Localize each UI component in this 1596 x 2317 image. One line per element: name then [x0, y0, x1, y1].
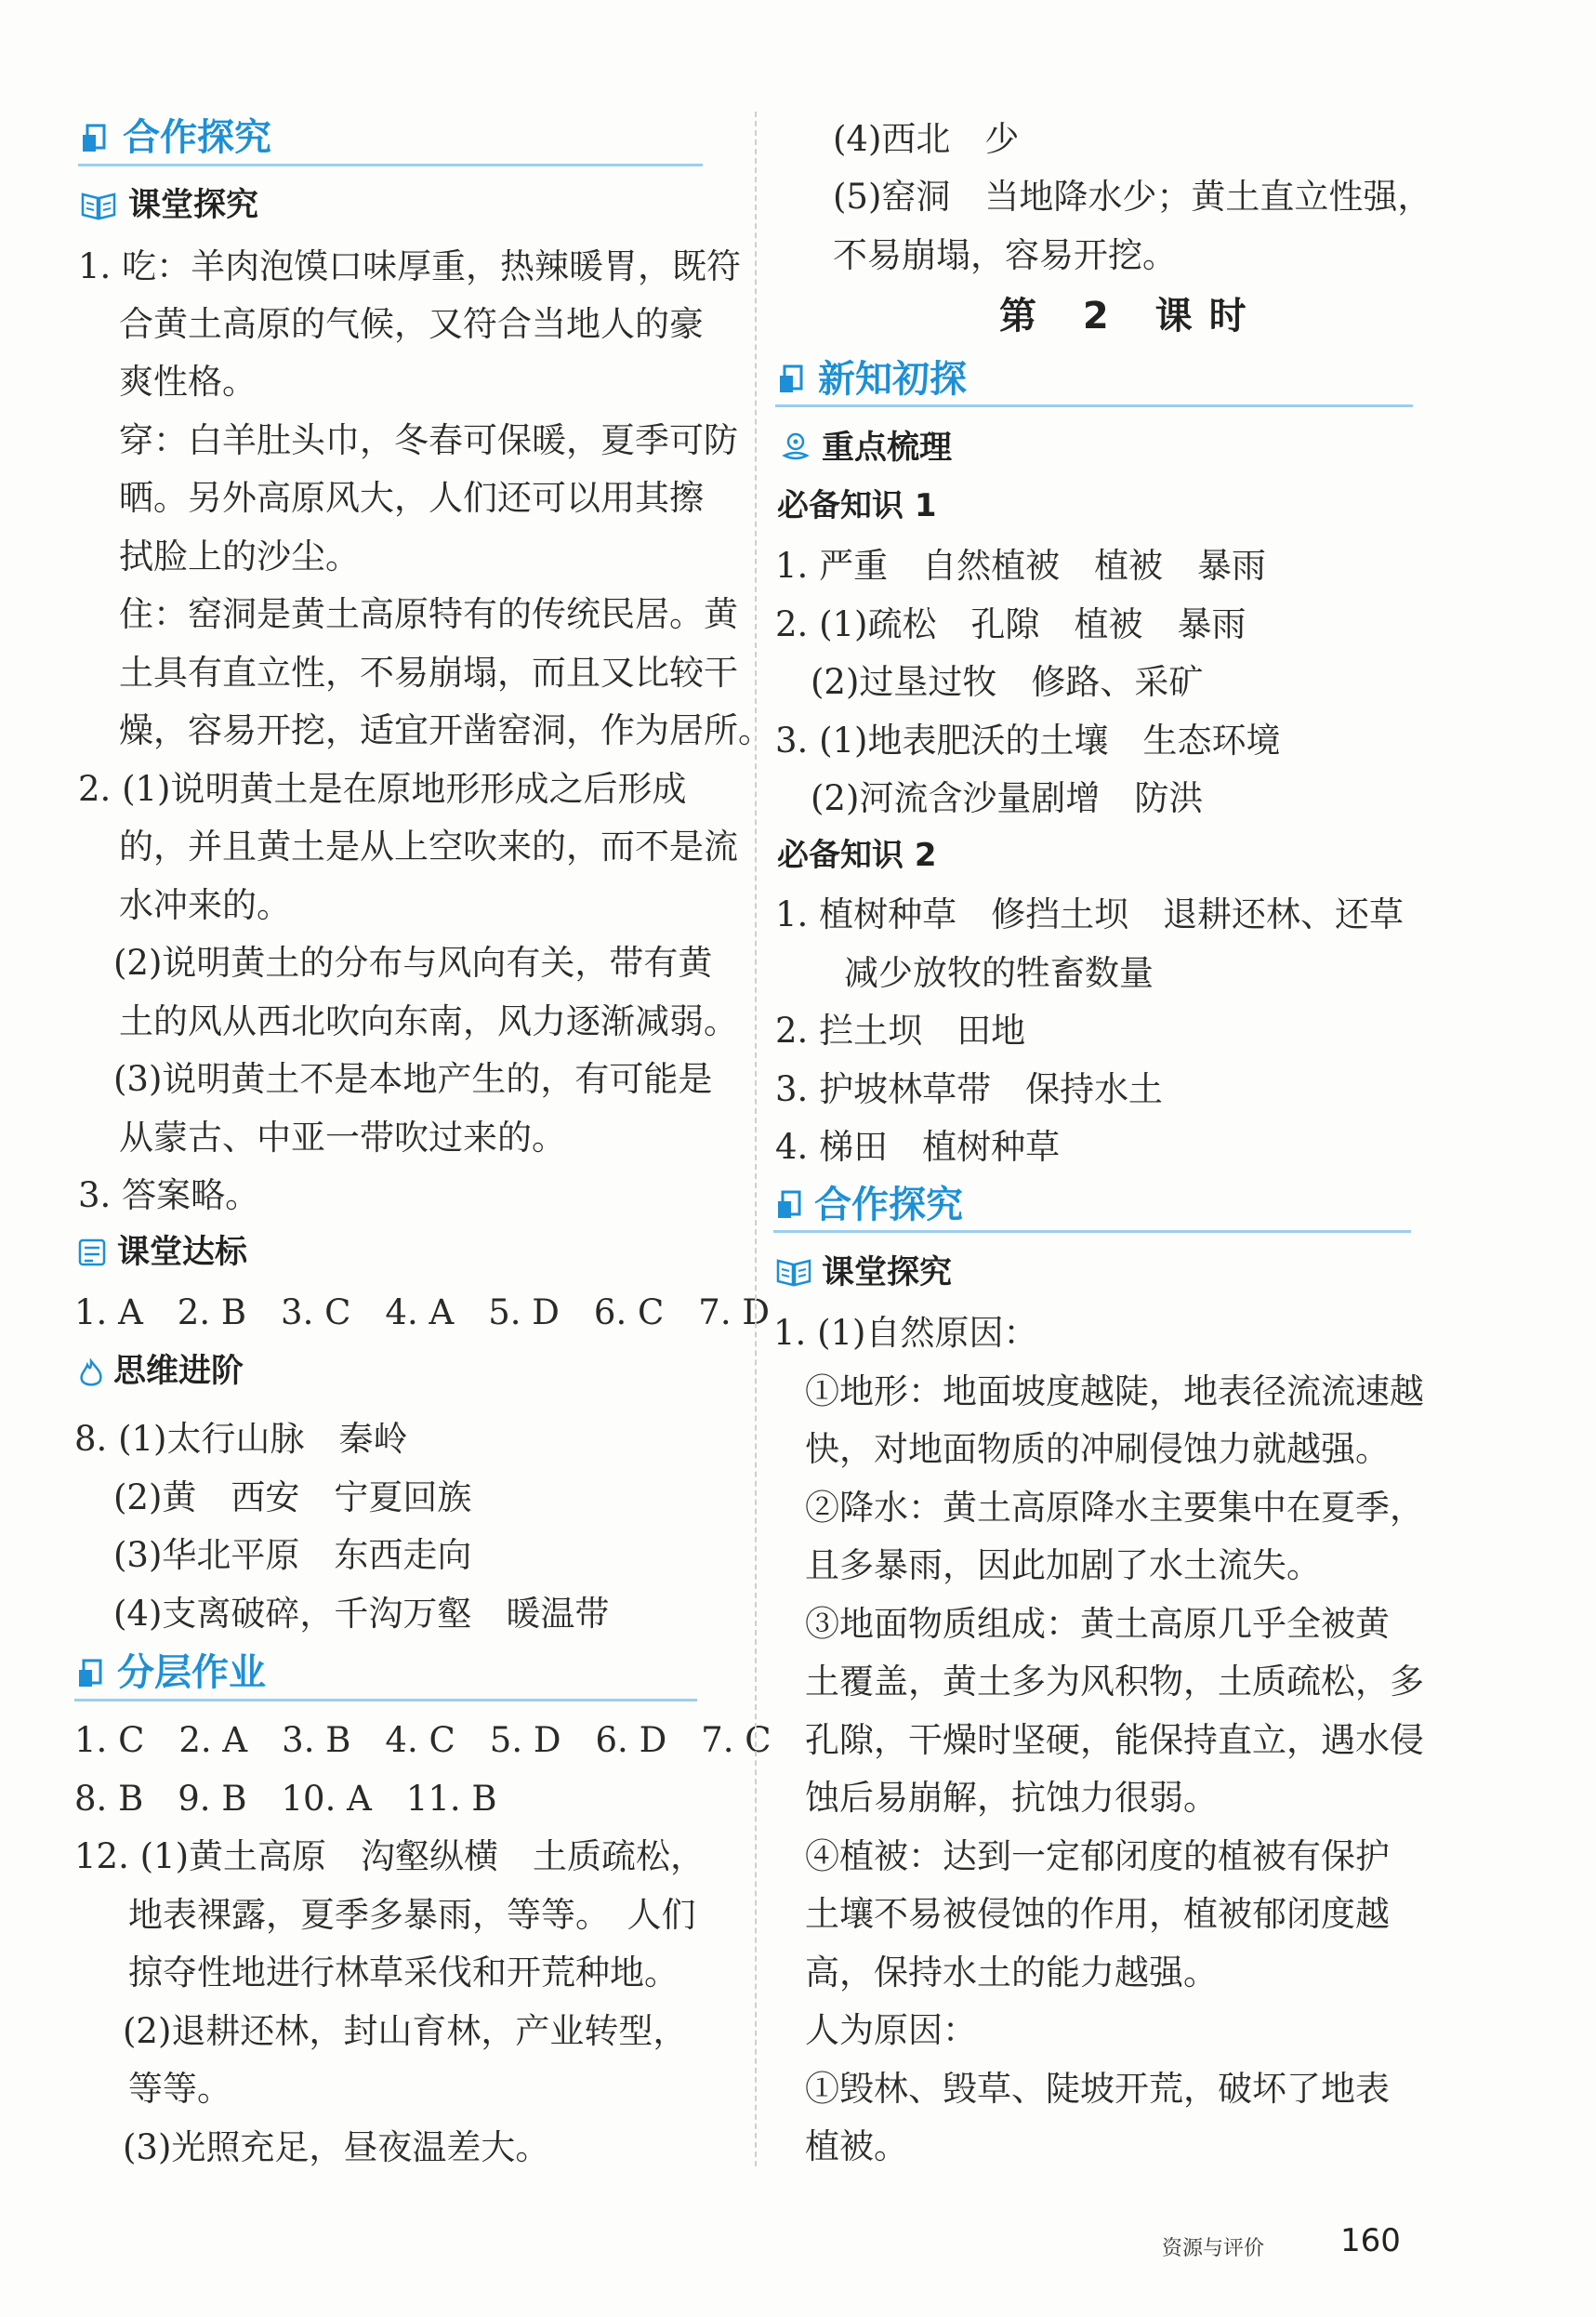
text-line: 等等。	[128, 2069, 231, 2109]
text-line: 拭脸上的沙尘。	[119, 536, 360, 576]
checklist-icon	[76, 1237, 110, 1270]
footer-label: 资源与评价	[1162, 2237, 1265, 2260]
text-line: 水冲来的。	[119, 885, 291, 925]
section-book-icon	[777, 363, 811, 396]
text-line: 1. 严重 自然植被 植被 暴雨	[775, 546, 1267, 586]
text-line: ③地面物质组成：黄土高原几乎全被黄	[805, 1604, 1390, 1644]
text-line: 植被。	[805, 2126, 908, 2166]
section-title-cooperative: 合作探究	[814, 1184, 963, 1226]
text-line: 人为原因：	[805, 2010, 977, 2050]
text-line: (2)说明黄土的分布与风向有关，带有黄	[113, 943, 713, 983]
text-line: 减少放牧的牲畜数量	[844, 953, 1154, 993]
section-underline	[773, 1230, 1411, 1233]
text-line: 燥，容易开挖，适宜开凿窑洞，作为居所。	[119, 710, 772, 750]
answer-line: 8. B 9. B 10. A 11. B	[74, 1779, 497, 1819]
text-line: ②降水：黄土高原降水主要集中在夏季，	[805, 1488, 1424, 1528]
text-line: (2)退耕还林，封山育林，产业转型，	[123, 2011, 688, 2051]
text-line: 土壤不易被侵蚀的作用，植被郁闭度越	[805, 1894, 1390, 1934]
lesson-title: 第 2 课时	[999, 295, 1263, 338]
subsection-title-classroom-standard: 课堂达标	[117, 1234, 248, 1271]
text-line: 土具有直立性，不易崩塌，而且又比较干	[119, 653, 738, 693]
text-line: 3. 护坡林草带 保持水土	[775, 1069, 1164, 1109]
text-line: 从蒙古、中亚一带吹过来的。	[119, 1118, 566, 1158]
section-book-icon	[775, 1188, 809, 1222]
text-line: 2. (1)说明黄土是在原地形形成之后形成	[78, 769, 687, 809]
map-pin-icon	[779, 430, 812, 463]
text-line: (3)光照充足，昼夜温差大。	[123, 2127, 550, 2167]
text-line: 土的风从西北吹向东南，风力逐渐减弱。	[119, 1001, 738, 1041]
text-line: 穿：白羊肚头巾，冬春可保暖，夏季可防	[119, 420, 738, 460]
section-underline	[74, 1699, 697, 1701]
section-underline	[775, 404, 1413, 407]
subsection-title-classroom-explore: 课堂探究	[128, 187, 259, 224]
text-line: 爽性格。	[119, 362, 257, 402]
text-line: 合黄土高原的气候，又符合当地人的豪	[119, 304, 704, 344]
text-line: 4. 梯田 植树种草	[775, 1127, 1061, 1167]
text-line: 住：窑洞是黄土高原特有的传统民居。黄	[119, 594, 738, 634]
text-line: (5)窑洞 当地降水少；黄土直立性强，	[833, 177, 1432, 217]
section-title-new-knowledge: 新知初探	[818, 358, 967, 401]
answer-line: 1. A 2. B 3. C 4. A 5. D 6. C 7. D	[74, 1292, 771, 1332]
text-line: 孔隙，干燥时坚硬，能保持直立，遇水侵	[805, 1720, 1424, 1760]
text-line: ①地形：地面坡度越陡，地表径流流速越	[805, 1371, 1424, 1411]
text-line: (3)华北平原 东西走向	[113, 1535, 472, 1575]
text-line: (4)西北 少	[833, 119, 1020, 159]
open-book-icon	[80, 191, 117, 222]
knowledge-heading-1: 必备知识 1	[777, 487, 937, 524]
column-divider	[755, 112, 757, 2166]
section-underline	[78, 164, 703, 166]
text-line: ①毁林、毁草、陡坡开荒，破坏了地表	[805, 2069, 1390, 2109]
text-line: 高，保持水土的能力越强。	[805, 1953, 1218, 1993]
text-line: 3. 答案略。	[78, 1175, 260, 1215]
text-line: (4)支离破碎，千沟万壑 暖温带	[113, 1594, 610, 1634]
section-book-icon	[76, 1657, 110, 1690]
subsection-title-thinking-advance: 思维进阶	[113, 1353, 244, 1390]
text-line: 土覆盖，黄土多为风积物，土质疏松，多	[805, 1662, 1424, 1701]
text-line: 3. (1)地表肥沃的土壤 生态环境	[775, 721, 1281, 761]
text-line: 快，对地面物质的冲刷侵蚀力就越强。	[805, 1429, 1390, 1469]
text-line: (3)说明黄土不是本地产生的，有可能是	[113, 1059, 713, 1099]
knowledge-heading-2: 必备知识 2	[777, 837, 937, 874]
page-number: 160	[1340, 2222, 1401, 2259]
text-line: 8. (1)太行山脉 秦岭	[74, 1419, 408, 1459]
text-line: 1. (1)自然原因：	[773, 1313, 1038, 1353]
text-line: 掠夺性地进行林草采伐和开荒种地。	[128, 1953, 679, 1993]
text-line: 的，并且黄土是从上空吹来的，而不是流	[119, 827, 738, 867]
text-line: 晒。另外高原风大，人们还可以用其擦	[119, 478, 704, 518]
text-line: 且多暴雨，因此加剧了水土流失。	[805, 1545, 1321, 1585]
answer-line: 1. C 2. A 3. B 4. C 5. D 6. D 7. C	[74, 1720, 772, 1760]
text-line: 1. 吃：羊肉泡馍口味厚重，热辣暖胃，既符	[78, 246, 742, 286]
text-line: 1. 植树种草 修挡土坝 退耕还林、还草	[775, 894, 1405, 934]
text-line: 不易崩塌，容易开挖。	[833, 235, 1177, 275]
subsection-title-classroom-explore: 课堂探究	[822, 1254, 953, 1291]
text-line: (2)黄 西安 宁夏回族	[113, 1477, 472, 1517]
section-book-icon	[80, 122, 113, 155]
section-title-cooperative: 合作探究	[123, 116, 271, 159]
text-line: (2)过垦过牧 修路、采矿	[811, 662, 1204, 702]
flame-icon	[74, 1357, 108, 1391]
subsection-title-key-points: 重点梳理	[822, 430, 953, 467]
text-line: 2. 拦土坝 田地	[775, 1011, 1026, 1051]
section-title-layered: 分层作业	[117, 1651, 266, 1694]
text-line: 12. (1)黄土高原 沟壑纵横 土质疏松，	[74, 1836, 706, 1876]
text-line: 蚀后易崩解，抗蚀力很弱。	[805, 1778, 1218, 1818]
open-book-icon	[775, 1257, 812, 1289]
text-line: ④植被：达到一定郁闭度的植被有保护	[805, 1836, 1390, 1876]
text-line: 地表裸露，夏季多暴雨，等等。 人们	[128, 1895, 696, 1935]
text-line: (2)河流含沙量剧增 防洪	[811, 778, 1204, 818]
text-line: 2. (1)疏松 孔隙 植被 暴雨	[775, 604, 1246, 644]
